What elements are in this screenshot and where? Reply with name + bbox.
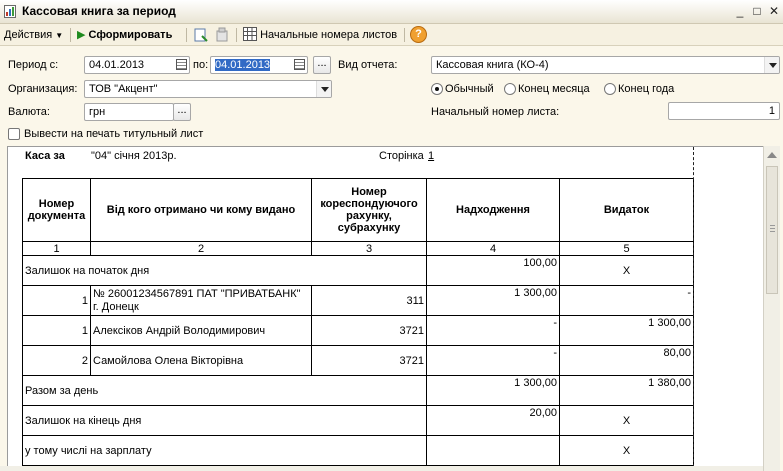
- maximize-button[interactable]: □: [753, 4, 761, 18]
- radio-month-end[interactable]: [504, 83, 516, 95]
- column-number: 4: [427, 242, 560, 256]
- settings-save-icon[interactable]: [193, 27, 209, 43]
- row-doc-number: 1: [23, 286, 91, 316]
- calendar-icon[interactable]: [294, 59, 305, 70]
- column-header: Надходження: [427, 179, 560, 242]
- report-app-icon: [4, 5, 16, 18]
- row-income: -: [427, 316, 560, 346]
- window-title: Кассовая книга за период: [22, 4, 176, 18]
- toolbar-separator: [70, 28, 71, 42]
- row-income: -: [427, 346, 560, 376]
- table-row: [23, 316, 694, 346]
- currency-field[interactable]: [84, 103, 174, 121]
- org-label: Организация:: [8, 83, 78, 95]
- column-number: 1: [23, 242, 91, 256]
- report-document[interactable]: [7, 146, 763, 471]
- day-total-label: Разом за день: [23, 376, 427, 406]
- toolbar-separator: [236, 28, 237, 42]
- play-icon: ▶: [77, 29, 86, 41]
- title-bar: [0, 0, 783, 24]
- generate-label: Сформировать: [88, 29, 173, 41]
- org-value: ТОВ "Акцент": [89, 83, 158, 95]
- opening-balance-expense: Х: [560, 256, 694, 286]
- radio-regular[interactable]: [431, 83, 443, 95]
- page-numbers-label: Начальные номера листов: [260, 29, 398, 41]
- toolbar-separator: [404, 28, 405, 42]
- salary-row: [23, 436, 694, 466]
- row-party: Самойлова Олена Вікторівна: [91, 346, 312, 376]
- scroll-up-icon[interactable]: [767, 152, 777, 158]
- page-break-line: [693, 147, 694, 471]
- period-to-field[interactable]: [210, 56, 308, 74]
- report-type-value: Кассовая книга (КО-4): [436, 59, 549, 71]
- column-header: Номер кореспондуючого рахунку, субрахунку: [312, 179, 427, 242]
- calendar-icon[interactable]: [176, 59, 187, 70]
- closing-balance-label: Залишок на кінець дня: [23, 406, 427, 436]
- currency-label: Валюта:: [8, 106, 50, 118]
- report-heading: Каса за: [25, 150, 65, 162]
- column-number: 3: [312, 242, 427, 256]
- column-number: 2: [91, 242, 312, 256]
- period-from-value: 04.01.2013: [89, 59, 145, 71]
- period-to-value: 04.01.2013: [215, 59, 271, 71]
- print-title-label[interactable]: Вывести на печать титульный лист: [24, 128, 204, 140]
- radio-month-end-label[interactable]: Конец месяца: [518, 83, 590, 95]
- radio-year-end-label[interactable]: Конец года: [618, 83, 675, 95]
- chevron-down-icon: ▼: [55, 31, 64, 40]
- vertical-scrollbar[interactable]: [763, 146, 780, 471]
- row-account: 311: [312, 286, 427, 316]
- salary-expense: Х: [560, 436, 694, 466]
- table-row: [23, 346, 694, 376]
- opening-balance-label: Залишок на початок дня: [23, 256, 427, 286]
- close-button[interactable]: ✕: [768, 4, 780, 18]
- start-sheet-label: Начальный номер листа:: [431, 106, 560, 118]
- grip-line: [770, 231, 775, 232]
- currency-value: грн: [89, 106, 106, 118]
- currency-select-button[interactable]: ...: [173, 103, 191, 121]
- opening-balance-row: [23, 256, 694, 286]
- report-date: "04" січня 2013р.: [91, 150, 177, 162]
- settings-restore-icon[interactable]: [214, 27, 230, 43]
- row-account: 3721: [312, 316, 427, 346]
- row-expense: 80,00: [560, 346, 694, 376]
- page-number: 1: [428, 150, 435, 162]
- opening-balance-income: 100,00: [427, 256, 560, 286]
- row-expense: -: [560, 286, 694, 316]
- column-header: Номер документа: [23, 179, 91, 242]
- horizontal-scrollbar[interactable]: [0, 466, 763, 471]
- row-account: 3721: [312, 346, 427, 376]
- day-total-income: 1 300,00: [427, 376, 560, 406]
- closing-balance-income: 20,00: [427, 406, 560, 436]
- report-type-label: Вид отчета:: [338, 59, 398, 71]
- table-row: [23, 286, 694, 316]
- grip-line: [770, 225, 775, 226]
- chevron-down-icon[interactable]: [316, 81, 331, 97]
- row-expense: 1 300,00: [560, 316, 694, 346]
- org-select[interactable]: [84, 80, 332, 98]
- toolbar: [0, 24, 783, 46]
- start-sheet-value: 1: [768, 105, 775, 117]
- radio-regular-label[interactable]: Обычный: [445, 83, 494, 95]
- table-header-row: [23, 179, 694, 242]
- period-from-field[interactable]: [84, 56, 190, 74]
- row-income: 1 300,00: [427, 286, 560, 316]
- cash-book-table: [22, 178, 694, 466]
- scroll-thumb[interactable]: [766, 166, 778, 294]
- radio-year-end[interactable]: [604, 83, 616, 95]
- column-number: 5: [560, 242, 694, 256]
- toolbar-separator: [186, 28, 187, 42]
- row-party: № 26001234567891 ПАТ "ПРИВАТБАНК" г. Донецк: [91, 286, 312, 316]
- row-doc-number: 1: [23, 316, 91, 346]
- salary-income: [427, 436, 560, 466]
- actions-menu-label: Действия: [4, 29, 53, 41]
- actions-menu[interactable]: [4, 27, 63, 43]
- chevron-down-icon[interactable]: [764, 57, 779, 73]
- table-icon: [243, 27, 257, 41]
- salary-label: у тому числі на зарплату: [23, 436, 427, 466]
- page-label: Сторінка: [379, 150, 424, 162]
- closing-balance-row: [23, 406, 694, 436]
- minimize-button[interactable]: _: [736, 4, 744, 18]
- page-numbers-button[interactable]: [243, 27, 397, 43]
- day-total-expense: 1 380,00: [560, 376, 694, 406]
- report-type-select[interactable]: [431, 56, 780, 74]
- period-select-button[interactable]: ...: [313, 56, 331, 74]
- generate-button[interactable]: [77, 27, 172, 43]
- column-header: Від кого отримано чи кому видано: [91, 179, 312, 242]
- column-number-row: [23, 242, 694, 256]
- closing-balance-expense: Х: [560, 406, 694, 436]
- row-party: Алексіков Андрій Володимирович: [91, 316, 312, 346]
- column-header: Видаток: [560, 179, 694, 242]
- help-icon[interactable]: ?: [410, 26, 427, 43]
- grip-line: [770, 228, 775, 229]
- row-doc-number: 2: [23, 346, 91, 376]
- start-sheet-field[interactable]: [668, 102, 780, 120]
- period-from-label: Период с:: [8, 59, 59, 71]
- print-title-checkbox[interactable]: [8, 128, 20, 140]
- period-to-label: по:: [193, 59, 209, 71]
- day-total-row: [23, 376, 694, 406]
